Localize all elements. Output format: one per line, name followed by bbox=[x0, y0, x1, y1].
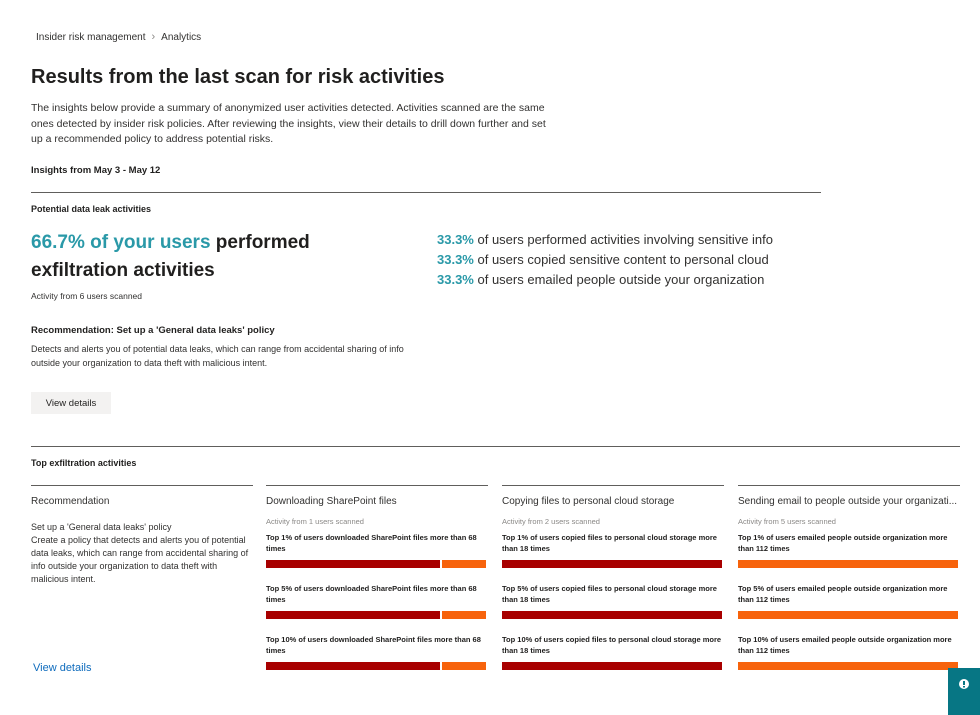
metric-bar bbox=[738, 662, 958, 670]
metric-bar bbox=[502, 560, 722, 568]
breadcrumb bbox=[36, 31, 201, 43]
metric-bar bbox=[502, 611, 722, 619]
leak-stats bbox=[437, 230, 773, 290]
metric-bar bbox=[738, 560, 958, 568]
leak-activity-note: Activity from 6 users scanned bbox=[31, 291, 143, 301]
insights-range: Insights from May 3 - May 12 bbox=[31, 165, 161, 176]
section-label-top-exfiltration: Top exfiltration activities bbox=[31, 458, 137, 468]
feedback-button[interactable] bbox=[948, 700, 980, 715]
recommendation-policy-desc: Create a policy that detects and alerts you of potential data leaks, which can range from accidental sharing of info outside your organization to data theft with malicious intent. bbox=[31, 535, 249, 584]
metric-label: Top 10% of users downloaded SharePoint files more than 68 times bbox=[266, 635, 481, 655]
divider bbox=[31, 446, 960, 447]
column-activity-note: Activity from 1 users scanned bbox=[266, 517, 364, 526]
stat-text: of users emailed people outside your organization bbox=[473, 272, 765, 287]
column-activity-note: Activity from 5 users scanned bbox=[738, 517, 836, 526]
stat-percentage: 33.3% bbox=[437, 272, 474, 287]
metric-bar bbox=[738, 611, 958, 619]
metric-item bbox=[738, 635, 960, 686]
metric-item bbox=[266, 584, 488, 635]
divider bbox=[31, 192, 821, 193]
help-button[interactable] bbox=[948, 668, 980, 700]
section-label-data-leak: Potential data leak activities bbox=[31, 204, 152, 214]
activity-column-sharepoint bbox=[266, 485, 488, 686]
metric-label: Top 1% of users downloaded SharePoint files more than 68 times bbox=[266, 533, 477, 553]
view-details-link[interactable]: View details bbox=[33, 662, 92, 674]
metric-label: Top 5% of users emailed people outside organization more than 112 times bbox=[738, 584, 948, 604]
leak-headline-rest: performed exfiltration activities bbox=[31, 232, 310, 281]
bar-segment-secondary bbox=[442, 662, 486, 670]
column-activity-note: Activity from 2 users scanned bbox=[502, 517, 600, 526]
bar-segment-secondary bbox=[442, 611, 486, 619]
breadcrumb-item-analytics[interactable]: Analytics bbox=[161, 31, 202, 43]
metric-label: Top 1% of users emailed people outside organization more than 112 times bbox=[738, 533, 948, 553]
stat-percentage: 33.3% bbox=[437, 252, 474, 267]
breadcrumb-item-insider-risk[interactable]: Insider risk management bbox=[36, 31, 146, 43]
metric-bar bbox=[266, 662, 486, 670]
bar-segment-secondary bbox=[738, 662, 958, 670]
stat-row bbox=[437, 270, 773, 290]
column-rule bbox=[266, 485, 488, 486]
recommendation-title: Recommendation: Set up a 'General data leaks' policy bbox=[31, 325, 275, 336]
stat-text: of users copied sensitive content to personal cloud bbox=[473, 252, 769, 267]
column-heading: Downloading SharePoint files bbox=[266, 496, 397, 507]
metric-bar bbox=[266, 560, 486, 568]
column-rule bbox=[502, 485, 724, 486]
metric-list bbox=[502, 533, 724, 686]
leak-headline-accent: 66.7% of your users bbox=[31, 232, 211, 253]
recommendation-policy-text bbox=[31, 521, 253, 586]
metric-bar bbox=[266, 611, 486, 619]
bar-segment-primary bbox=[502, 662, 722, 670]
page-title: Results from the last scan for risk activities bbox=[31, 66, 445, 88]
stat-text: of users performed activities involving sensitive info bbox=[473, 232, 774, 247]
recommendation-policy-title: Set up a 'General data leaks' policy bbox=[31, 522, 172, 532]
bar-segment-primary bbox=[502, 611, 722, 619]
bar-segment-primary bbox=[502, 560, 722, 568]
metric-bar bbox=[502, 662, 722, 670]
metric-item bbox=[502, 533, 724, 584]
view-details-button[interactable]: View details bbox=[31, 392, 111, 414]
leak-headline bbox=[31, 229, 361, 285]
column-rule bbox=[31, 485, 253, 486]
recommendation-column bbox=[31, 485, 253, 586]
metric-item bbox=[738, 533, 960, 584]
recommendation-heading: Recommendation bbox=[31, 496, 110, 507]
metric-label: Top 5% of users downloaded SharePoint files more than 68 times bbox=[266, 584, 477, 604]
stat-percentage: 33.3% bbox=[437, 232, 474, 247]
metric-label: Top 10% of users copied files to personal cloud storage more than 18 times bbox=[502, 635, 722, 655]
recommendation-description: Detects and alerts you of potential data leaks, which can range from accidental sharing of info outside your organization to data theft with malicious intent. bbox=[31, 344, 404, 368]
metric-item bbox=[266, 635, 488, 686]
metric-item bbox=[738, 584, 960, 635]
bar-segment-secondary bbox=[442, 560, 486, 568]
metric-list bbox=[266, 533, 488, 686]
bar-segment-primary bbox=[266, 560, 440, 568]
metric-label: Top 1% of users copied files to personal cloud storage more than 18 times bbox=[502, 533, 717, 553]
activity-column-email bbox=[738, 485, 960, 686]
bar-segment-secondary bbox=[738, 560, 958, 568]
help-icon bbox=[958, 678, 970, 690]
chevron-right-icon: › bbox=[151, 31, 156, 43]
stat-row bbox=[437, 230, 773, 250]
metric-label: Top 5% of users copied files to personal cloud storage more than 18 times bbox=[502, 584, 717, 604]
bar-segment-primary bbox=[266, 662, 440, 670]
metric-list bbox=[738, 533, 960, 686]
bar-segment-primary bbox=[266, 611, 440, 619]
bar-segment-secondary bbox=[738, 611, 958, 619]
column-heading: Sending email to people outside your organizati... bbox=[738, 496, 958, 507]
column-rule bbox=[738, 485, 960, 486]
page-description: The insights below provide a summary of anonymized user activities detected. Activities scanned are the same ones detected by insider risk policies. After reviewing the insights, view their details to drill down further and set up a recommended policy to address potential risks. bbox=[31, 102, 546, 145]
column-heading: Copying files to personal cloud storage bbox=[502, 496, 675, 507]
metric-label: Top 10% of users emailed people outside organization more than 112 times bbox=[738, 635, 952, 655]
stat-row bbox=[437, 250, 773, 270]
metric-item bbox=[502, 584, 724, 635]
metric-item bbox=[502, 635, 724, 686]
activity-column-cloud-storage bbox=[502, 485, 724, 686]
metric-item bbox=[266, 533, 488, 584]
